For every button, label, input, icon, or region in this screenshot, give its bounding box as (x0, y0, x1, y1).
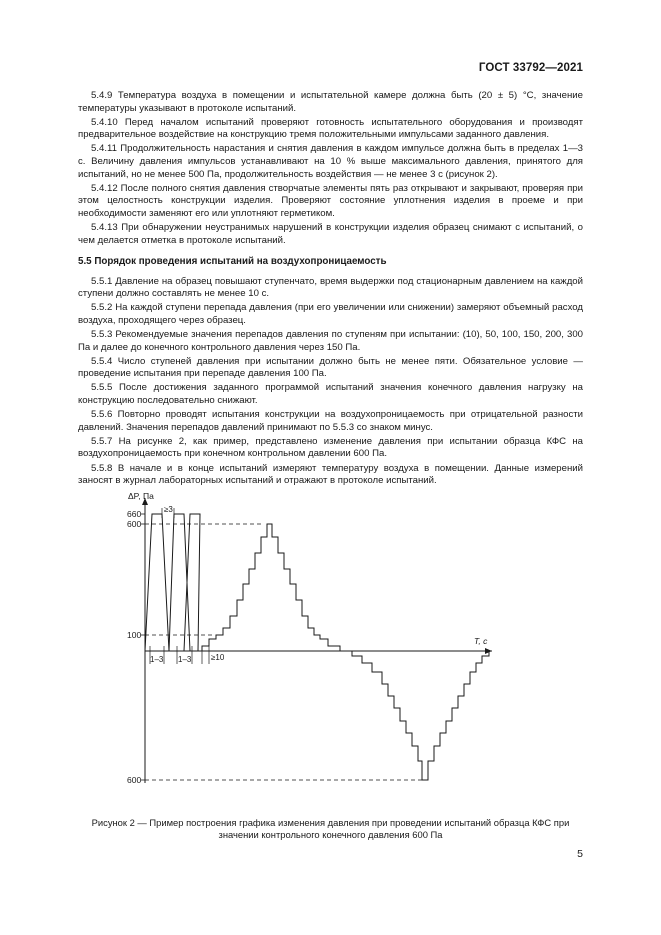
y-axis-label: ΔP, Па (128, 491, 154, 501)
tick-label-100: 100 (127, 630, 142, 640)
pressure-diagram (100, 486, 530, 791)
paragraph-5-5-8: 5.5.8 В начале и в конце испытаний измеряют температуру воздуха в помещении. Данные измерений заносят в журнал лабораторных испытаний и отражают в протоколе испытаний. (78, 462, 583, 487)
pulse-1 (145, 514, 169, 651)
paragraph-5-5-1: 5.5.1 Давление на образец повышают ступенчато, время выдержки под стационарным давлением на каждой ступени должно составлять не менее 10 с. (78, 275, 583, 300)
step-hold-label: ≥10 (211, 653, 225, 662)
paragraph-5-5-7: 5.5.7 На рисунке 2, как пример, представлено изменение давления при испытании образца КФС на воздухопроницаемость при конечном контрольном давлении 600 Па. (78, 435, 583, 460)
standard-number: ГОСТ 33792—2021 (478, 62, 583, 74)
paragraph-5-5-2: 5.5.2 На каждой ступени перепада давления (при его увеличении или снижении) замеряют объемный расход воздуха, проходящего через образец. (78, 302, 583, 326)
paragraph-5-5-5: 5.5.5 После достижения заданного программой испытаний значения конечного давления нагрузку на конструкцию последовательно снижают. (78, 382, 583, 407)
pressure-diagram-svg (100, 486, 530, 791)
rise-label-1: 1–3 (150, 655, 164, 664)
rise-label-2: 1–3 (178, 655, 192, 664)
paragraph-5-5-3: 5.5.3 Рекомендуемые значения перепадов давления по ступеням при испытании: (10), 50, 100, 150, 200, 300 Па и далее до конечного контрольного давления через 150 Па. (78, 329, 583, 353)
paragraph-5-4-13: 5.4.13 При обнаружении неустранимых нарушений в конструкции изделия образец снимают с испытаний, о чем делается отметка в протоколе испытаний. (78, 221, 583, 246)
pressure-step-curve (202, 524, 489, 780)
paragraph-5-5-4: 5.5.4 Число ступеней давления при испытании должно быть не менее пяти. Обязательное условие — проведение испытания при перепаде давления 100 Па. (78, 355, 583, 380)
document-body (78, 90, 583, 489)
figure-caption (78, 817, 583, 842)
caption-line-1: Рисунок 2 — Пример построения графика изменения давления при проведении испытаний образца КФС при (91, 817, 570, 828)
hold-label: ≥3 (164, 505, 173, 514)
paragraph-5-4-12: 5.4.12 После полного снятия давления створчатые элементы пять раз открывают и закрывают, проверяя при этом целостность конструкции изделия. Проверяют состояние уплотнения изделия в проеме и при необходимости заменяют его или уплотняют герметиком. (78, 182, 583, 219)
x-axis-label: T, c (474, 636, 488, 646)
tick-label-660: 660 (127, 509, 142, 519)
paragraph-5-5-6: 5.5.6 Повторно проводят испытания конструкции на воздухопроницаемость при отрицательной разности давлений. Значения перепадов давлений принимают по 5.5.3 со знаком минус. (78, 409, 583, 433)
paragraph-5-4-10: 5.4.10 Перед началом испытаний проверяют готовность испытательного оборудования и производят предварительное воздействие на конструкцию тремя положительными импульсами заданного давления. (78, 116, 583, 141)
paragraph-5-4-11: 5.4.11 Продолжительность нарастания и снятия давления в каждом импульсе должна быть в пределах 1—3 с. Величину давления импульсов устанавливают на 10 % выше максимального давления, принятого для испытаний, но не менее 500 Па, продолжительность воздействия — не менее 3 с (рисунок 2). (78, 143, 583, 180)
pulse-3 (184, 514, 200, 651)
paragraph-5-4-9: 5.4.9 Температура воздуха в помещении и испытательной камере должна быть (20 ± 5) °С, значение температуры указывают в протоколе испытаний. (78, 90, 583, 114)
page-number: 5 (577, 848, 583, 860)
section-heading-5-5: 5.5 Порядок проведения испытаний на воздухопроницаемость (78, 256, 387, 268)
tick-label-600: 600 (127, 519, 142, 529)
tick-label-neg600: 600 (127, 775, 142, 785)
caption-line-2: значении контрольного конечного давления 600 Па (218, 829, 443, 841)
